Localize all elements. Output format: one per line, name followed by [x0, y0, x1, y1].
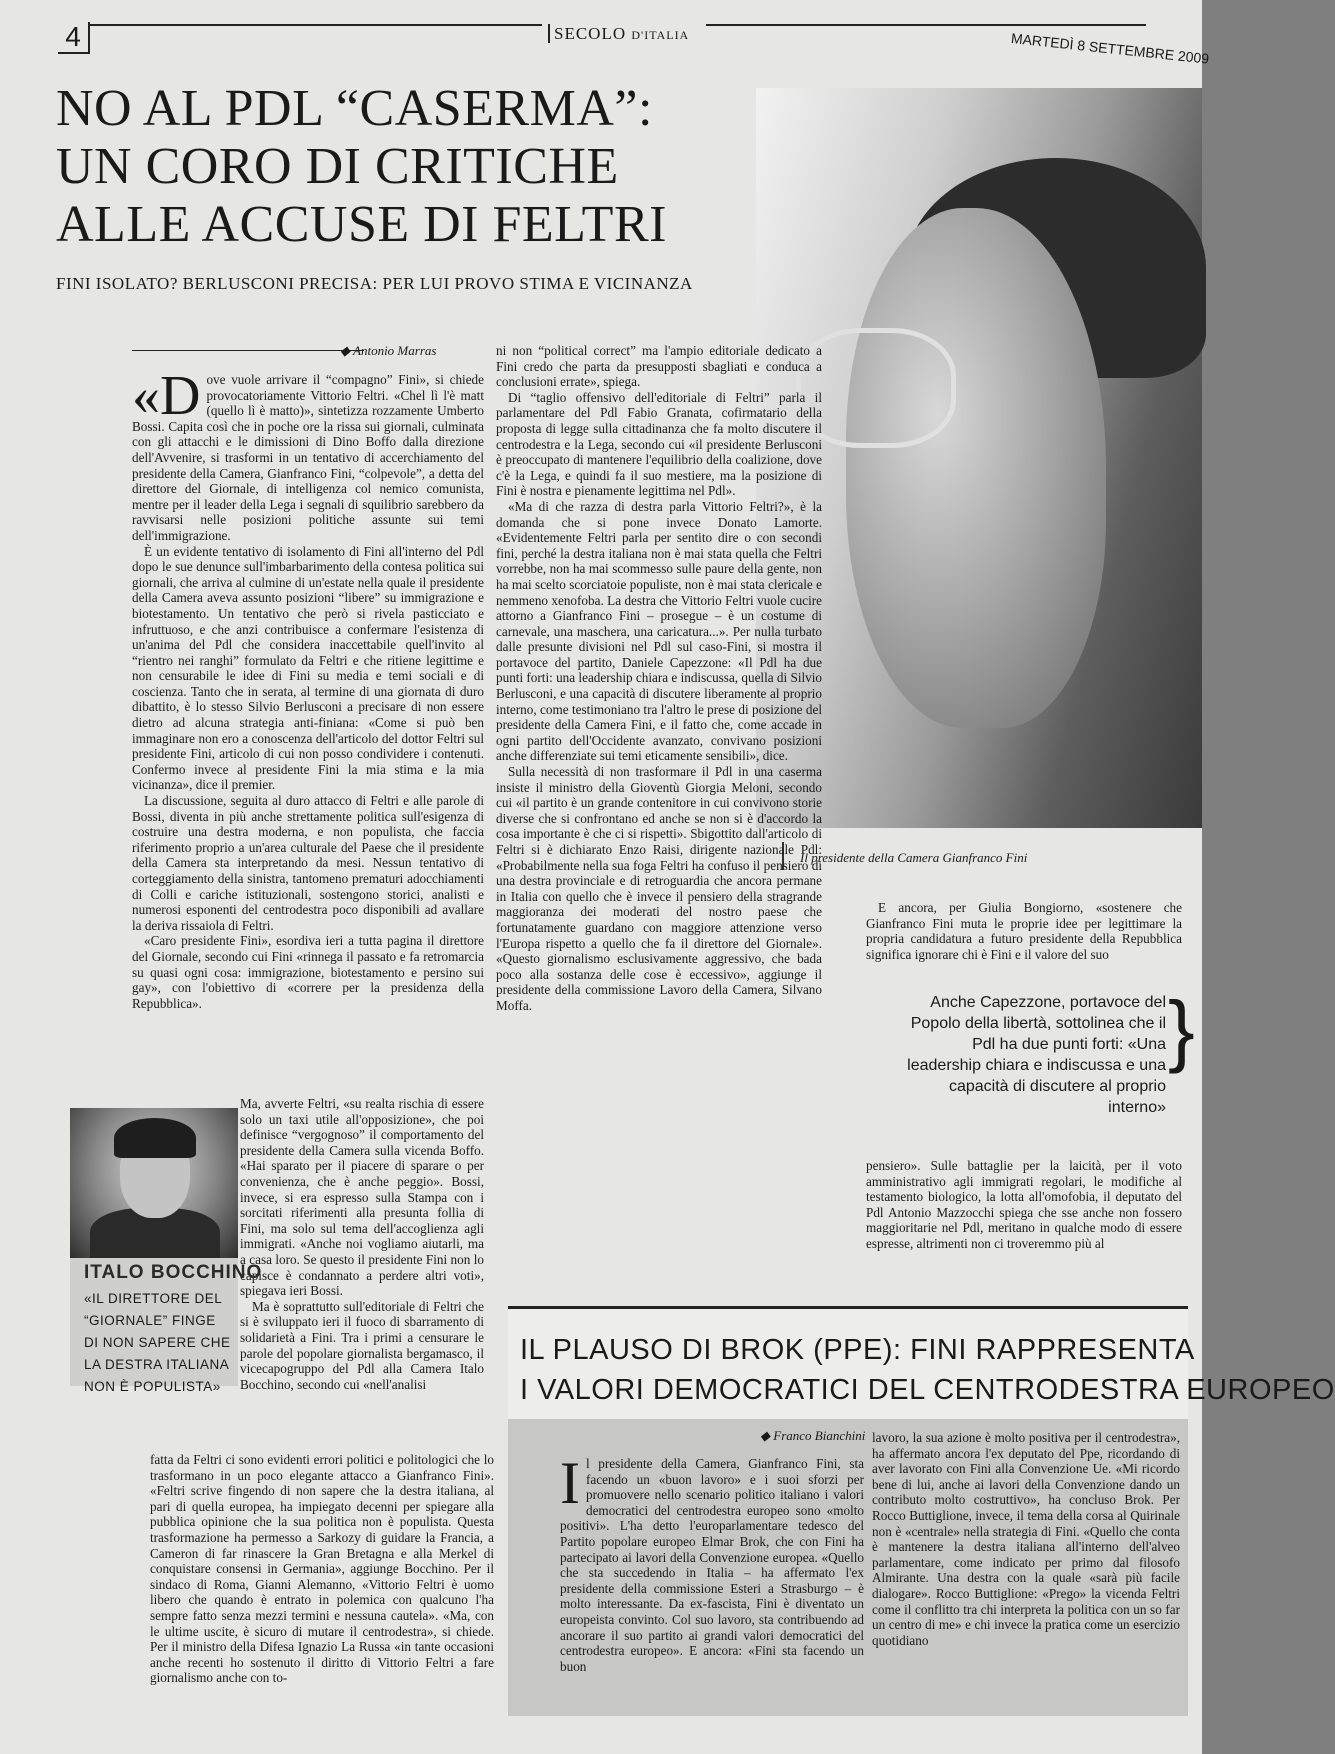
sidebar-name: ITALO BOCCHINO [84, 1262, 263, 1283]
pull-quote: Anche Capezzone, portavoce del Popolo della libertà, sottolinea che il Pdl ha due punti forti: «Una leadership chiara e indiscussa e una capacità di discutere al proprio interno» [907, 994, 1166, 1116]
box-byline: ◆ Franco Bianchini [760, 1428, 866, 1443]
page-number: 4 [58, 22, 90, 54]
paragraph: Di “taglio offensivo dell'editoriale di Feltri” parla il parlamentare del Pdl Fabio Granata, cofirmatario della proposta di legge sulla cittadinanza che fa molto discutere il centrodestra e la Lega, secondo cui «il presidente Berlusconi è preoccupato di mantenere l'equilibrio della coalizione, dove c'è la Lega, e quindi fa il suo mestiere, ma la posizione di Fini è nostra e pienamente legittima nel Pdl». [496, 389, 822, 499]
paragraph: fatta da Feltri ci sono evidenti errori politici e politologici che lo trasformano in un poco elegante attacco a Gianfranco Fini». «Feltri scrive fingendo di non sapere che la destra italiana, al pari di quella europea, ha impiegato decenni per spiegare alla pubblica opinione che la sua politica non è populista. Questa trasformazione ha permesso a Sarkozy di guidare la Francia, a Cameron di far rinascere la Gran Bretagna e alla Merkel di conquistare consensi in Germania», aggiunge Bocchino. Per il sindaco di Roma, Gianni Alemanno, «Vittorio Feltri è uomo libero che quando è entrato in polemica con qualcuno l'ha sempre fatto senza mezzi termini e nessuna cautela». «Ma, con le ultime uscite, è sicuro di mutare il centrodestra», si chiede. Per il ministro della Difesa Ignazio La Russa «in tante occasioni anche recenti ho sostenuto il diritto di Vittorio Feltri a fare giornalismo anche con to- [150, 1452, 494, 1686]
paragraph: E ancora, per Giulia Bongiorno, «sostenere che Gianfranco Fini muta le proprie idee per legittimare la propria candidatura a futuro presidente della Repubblica significa ignorare chi è Fini e il valore del suo [866, 900, 1182, 962]
paragraph: l presidente della Camera, Gianfranco Fini, sta facendo un «buon lavoro» e i suoi sforzi per promuovere nello scenario politico italiano i valori democratici del centrodestra europeo sono «molto positivi». L'ha detto l'europarlamentare tedesco del Partito popolare europeo Elmar Brok, che con Fini ha partecipato ai lavori della Convenzione europea. «Quello che sta succedendo in Italia – ha affermato l'ex presidente della commissione Esteri a Strasburgo – è molto interessante. Da ex-fascista, Fini è diventato un europeista convinto. Col suo lavoro, sta contribuendo ad ancorare il suo partito ai grandi valori democratici del centrodestra europeo». E ancora: «Fini sta facendo un buon [560, 1456, 864, 1674]
paragraph: È un evidente tentativo di isolamento di Fini all'interno del Pdl dopo le sue denunce sull'imbarbarimento della contesa politica sui giornali, che arriva al culmine di un'estate nella quale il presidente della Camera aveva assunto posizioni “libere” su immigrazione e biotestamento. Un tentativo che però si rivela pasticciato e infruttuoso, e che anzi contribuisce a confermare l'esistenza di un'anima del Pdl che considera inaccettabile quell'invito al “rientro nei ranghi” formulato da Feltri e che ritiene legittime e non censurabile le idee di Fini su media e temi sociali e di coscienza. Tanto che in serata, al termine di una giornata di duro dibattito, è lo stesso Silvio Berlusconi a precisare di non essere dietro ad alcuna strategia anti-finiana: «Come si può ben immaginare non ero a conoscenza dell'articolo del dottor Feltri sul presidente Fini, articolo di cui non posso condividere i contenuti. Confermo invece al presidente Fini la mia stima e la mia vicinanza», dice il premier. [132, 543, 484, 793]
paper-name-main: SECOLO [548, 24, 626, 43]
box-column-1 [560, 1450, 864, 1674]
headline-line: UN CORO DI CRITICHE [56, 138, 619, 195]
paragraph: ni non “political correct” ma l'ampio editoriale dedicato a Fini credo che parta da presupposti sbagliati e conduca a conclusioni errate», spiega. [496, 343, 822, 390]
brok-box-title [520, 1330, 1335, 1410]
issue-date: MARTEDÌ 8 SETTEMBRE 2009 [1010, 30, 1210, 67]
paper-name [548, 24, 689, 44]
headline [56, 80, 756, 254]
article-column-1 [132, 365, 484, 1011]
box-column-2 [872, 1430, 1180, 1648]
article-column-1b [240, 1096, 484, 1392]
paragraph: ove vuole arrivare il “compagno” Fini», si chiede provocatoriamente Vittorio Feltri. «Chel lì l'è matt (quello lì è matto)», sintetizza rozzamente Umberto Bossi. Capita così che in poche ore la rissa sui giornali, culminata con gli attacchi e le dimissioni di Dino Boffo dalla direzione dell'Avvenire, si trasformi in un tentativo di accerchiamento del presidente della Camera, Gianfranco Fini, “colpevole”, a detta del direttore del Giornale, di intelligenza col nemico comunista, mentre per il leader della Lega i segnali di squilibrio sarebbero da ravvisarsi nelle posizioni politiche assunte sui temi dell'immigrazione. [132, 372, 484, 543]
masthead-rule-left [90, 24, 542, 26]
photo-hair [114, 1118, 196, 1158]
byline-author: Antonio Marras [353, 343, 437, 358]
bocchino-photo [70, 1108, 238, 1258]
paragraph: lavoro, la sua azione è molto positiva per il centrodestra», ha affermato ancora l'ex deputato del Ppe, ricordando di aver lavorato con Fini alla Convenzione Ue. «Mi ricordo bene di lui, anche ai lavori della Convenzione dando un contributo molto costruttivo», ha concluso Brok. Per Rocco Buttiglione, invece, il tema della corsa al Quirinale non è «centrale» nella strategia di Fini. «Quello che conta è mantenere la destra italiana all'interno dell'alveo parlamentare, come indicato per primo dal filosofo Almirante. Una destra con la quale «sarà più facile dialogare». Rocco Buttiglione: «Prego» la vicenda Feltri come il conflitto tra chi interpreta la politica con un so far un centro di me» e chi invece la pratica come un esercizio quotidiano [872, 1430, 1180, 1648]
paragraph: Ma è soprattutto sull'editoriale di Feltri che si è sviluppato ieri il fuoco di sbarramento di solidarietà a Fini. Tra i primi a censurare le parole del popolare giornalista bergamasco, il vicecapogruppo del Pdl alla Camera Italo Bocchino, secondo cui «nell'analisi [240, 1298, 484, 1392]
masthead-rule-right [706, 24, 1146, 26]
article-column-1c [150, 1452, 494, 1686]
headline-line: NO AL PDL “CASERMA”: [56, 80, 653, 137]
pull-quote-brace: } [1168, 985, 1195, 1074]
paragraph: La discussione, seguita al duro attacco di Feltri e alle parole di Bossi, diventa in più anche strettamente politica sull'esigenza di costruire una destra moderna, e non populista, che faccia riferimento proprio a un'area culturale del Paese che il presidente della Camera sta interpretando da mesi. Nessun tentativo di corteggiamento della sinistra, tantomeno prematuri adocchiamenti di Colli e cariche istituzionali, sostengono storici, analisti e numerosi esponenti del centrodestra poco disponibili ad avallare la deriva rissaiola di Feltri. [132, 793, 484, 933]
dropcap: «D [132, 365, 201, 427]
box-title-line: IL PLAUSO DI BROK (PPE): FINI RAPPRESENTA [520, 1334, 1195, 1366]
article-column-3b [866, 1158, 1182, 1252]
paper-name-suffix: D'ITALIA [631, 28, 690, 42]
photo-caption: Il presidente della Camera Gianfranco Fini [800, 850, 1028, 865]
paragraph: Sulla necessità di non trasformare il Pdl in una caserma insiste il ministro della Gioventù Giorgia Meloni, secondo cui «il partito è un grande contenitore in cui convivono storie diverse che si confrontano ed anche se non si è d'accordo la cosa importante è che ci si rispetti». Sbigottito dall'articolo di Feltri si è dichiarato Enzo Raisi, dirigente nazionale Pdl: «Probabilmente nella sua foga Feltri ha confuso il pensiero di una destra provinciale e di retroguardia che ancora permane in Italia con quello che è invece il pensiero della stragrande maggioranza dei moderati del nostro paese che fortunatamente guardano con maggiore attenzione verso l'Europa rispetto a quello che fa il direttore del Giornale». «Questo giornalismo esclusivamente aggressivo, che bada poco alla sostanza delle cose è eccessivo», aggiunge il presidente della commissione Lavoro della Camera, Silvano Moffa. [496, 764, 822, 1013]
byline-rule [132, 350, 364, 351]
subheadline: FINI ISOLATO? BERLUSCONI PRECISA: PER LUI PROVO STIMA E VICINANZA [56, 274, 693, 293]
article-column-2 [496, 343, 822, 1014]
sidebar-quote: «IL DIRETTORE DEL “GIORNALE” FINGE DI NON SAPERE CHE LA DESTRA ITALIANA NON È POPULISTA» [84, 1291, 231, 1394]
box-title-line: I VALORI DEMOCRATICI DEL CENTRODESTRA EUROPEO [520, 1374, 1335, 1406]
paragraph: «Caro presidente Fini», esordiva ieri a tutta pagina il direttore del Giornale, secondo cui Fini «rinnega il passato e fa retromarcia su quasi ogni cosa: immigrazione, biotestamento e persino sui gay», con l'obiettivo di «correre per la presidenza della Repubblica». [132, 933, 484, 1011]
paragraph: Ma, avverte Feltri, «su realta rischia di essere solo un taxi utile all'opposizione», che poi definisce “vergognoso” il comportamento del presidente della Camera sulla vicenda Boffo. «Hai sparato per il piacere di sparare o per convenienza, che è anche peggio». Bossi, invece, si era espresso sulla Stampa con i sorcitati riferimenti alla presunta follia di Fini, ma solo sul tema dell'accoglienza agli immigrati. «Anche noi vogliamo aiutarli, ma a casa loro. Se questo il presidente Fini non lo capisce è condannato a perdere altri voti», spiegava ieri Bossi. [240, 1096, 484, 1299]
headline-line: ALLE ACCUSE DI FELTRI [56, 196, 667, 253]
paragraph: pensiero». Sulle battaglie per la laicità, per il voto amministrativo agli immigrati regolari, le modifiche al testamento biologico, la lotta all'omofobia, il deputato del Pdl Antonio Mazzocchi spiega che sse anche non fossero maggioritarie nel Pdl, meritano in qualche modo di essere espresse, altrimenti non ci troveremmo più al [866, 1158, 1182, 1251]
main-photo [756, 88, 1202, 828]
byline: ◆ Antonio Marras [340, 343, 437, 358]
box-dropcap: I [560, 1450, 580, 1516]
box-byline-author: Franco Bianchini [773, 1428, 866, 1443]
photo-face [846, 208, 1106, 728]
article-column-3 [866, 900, 1182, 962]
paragraph: «Ma di che razza di destra parla Vittorio Feltri?», è la domanda che si pone invece Donato Lamorte. «Evidentemente Feltri parla per sentito dire o con secondi fini, perché la destra italiana non è mai stata quella che Feltri vorrebbe, non ha mai scommesso sulle paure della gente, non ha mai scelto scorciatoie populiste, non è mai stata clericale e nemmeno xenofoba. La destra che Vittorio Feltri vuole cucire attorno a Gianfranco Fini – prosegue – è un costume di carnevale, una maschera, una caricatura...». Per nulla turbato dalle presunte divisioni nel Pdl sul caso-Fini, si mostra il portavoce del partito, Daniele Capezzone: «Il Pdl ha due punti forti: una leadership chiara e indiscussa, quella di Silvio Berlusconi, e una capacità di discutere liberamente al proprio interno, come testimoniano tra l'altro le prese di posizione del presidente della Camera Fini, e il fatto che, come accade in ogni partito dell'Occidente avanzato, convivano posizioni anche differenziate sui temi eticamente sensibili», dice. [496, 498, 822, 764]
